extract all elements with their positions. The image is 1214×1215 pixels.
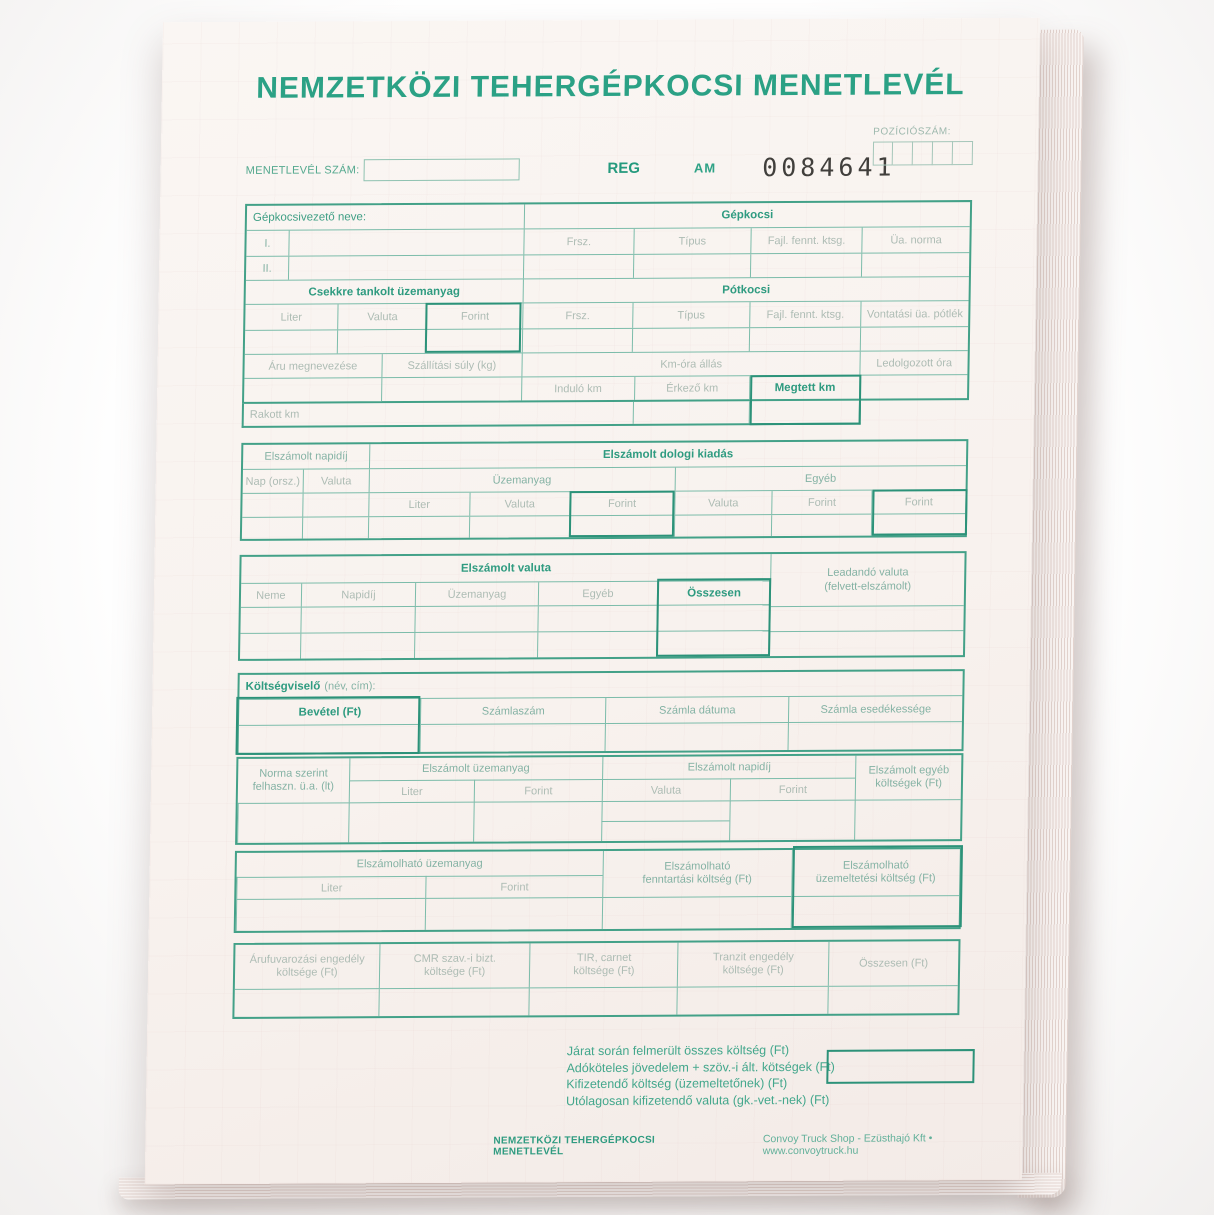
summary-total-box — [826, 1049, 975, 1084]
summary-line-3: Kifizetendő költség (üzemeltetőnek) (Ft) — [566, 1076, 788, 1092]
empty-cell — [860, 327, 968, 351]
empty-cell — [237, 802, 348, 843]
claimable-maintenance-line2: fenntartási költség (Ft) — [642, 873, 752, 886]
empty-cell — [474, 801, 602, 842]
plate-header: Frsz. — [523, 229, 633, 255]
currency-to-return-header — [771, 553, 965, 606]
fuel-header: Üzemanyag — [368, 468, 674, 493]
settled-other-costs-header — [855, 755, 961, 800]
empty-cell — [632, 328, 749, 352]
empty-cell — [871, 514, 965, 535]
odometer-header: Km-óra állás — [521, 352, 860, 377]
other-header: Egyéb — [674, 466, 966, 491]
empty-cell — [242, 518, 302, 539]
forint-header: Forint — [569, 492, 674, 516]
currency-to-return-line2: (felvett-elszámolt) — [824, 580, 912, 593]
empty-cell — [300, 633, 415, 659]
position-digit-cell — [893, 141, 913, 165]
driven-km-header: Megtett km — [749, 376, 859, 400]
empty-cell — [414, 632, 537, 658]
fuel-norm-header: Üa. norma — [862, 227, 970, 253]
empty-cell — [244, 378, 381, 402]
invoice-due-header: Számla esedékessége — [788, 696, 962, 722]
permit-costs-table — [232, 939, 960, 1019]
towing-fuel-surcharge-header: Vontatási üa. pótlék — [860, 301, 968, 327]
position-digit-cell — [953, 141, 973, 165]
other-header: Egyéb — [538, 582, 657, 606]
empty-cell — [633, 254, 750, 278]
empty-cell — [677, 987, 828, 1015]
empty-cell — [788, 722, 962, 750]
loaded-km-row — [242, 401, 861, 428]
empty-cell — [234, 989, 378, 1017]
empty-cell — [855, 799, 961, 840]
empty-cell — [537, 606, 656, 632]
forint-header: Forint — [871, 490, 965, 513]
empty-cell — [523, 255, 633, 279]
empty-cell — [537, 632, 656, 658]
claimable-maintenance-header — [602, 850, 791, 897]
transit-line2: költsége (Ft) — [722, 964, 784, 977]
start-km-header: Induló km — [521, 377, 634, 401]
empty-cell — [302, 493, 368, 516]
settled-currency-header: Elszámolt valuta — [460, 562, 552, 575]
forint-header: Forint — [771, 491, 871, 515]
empty-cell — [656, 631, 770, 657]
norm-fuel-header — [238, 758, 349, 803]
claimable-operating-header — [791, 849, 960, 896]
vehicle-table — [242, 200, 973, 428]
empty-cell — [529, 988, 678, 1016]
row-ii-label: II. — [262, 262, 272, 275]
waybill-sheet — [145, 18, 1040, 1185]
empty-cell — [827, 986, 958, 1014]
empty-cell — [302, 517, 368, 538]
empty-cell — [337, 330, 427, 353]
maintenance-cost-header: Fajl. fennt. ktsg. — [750, 228, 862, 254]
empty-cell — [770, 630, 963, 656]
waybill-number-field — [363, 158, 519, 181]
transit-permit-cost-header — [677, 942, 828, 987]
liter-header: Liter — [368, 493, 470, 517]
page-footer — [145, 1132, 1022, 1161]
form-title: NEMZETKÖZI TEHERGÉPKOCSI MENETLEVÉL — [256, 68, 965, 105]
currency-header: Valuta — [601, 778, 729, 801]
summary-line-2: Adóköteles jövedelem + szöv.-i ált. kötségek (Ft) — [566, 1059, 835, 1075]
claimable-costs-table — [234, 847, 962, 933]
position-digit-cell — [933, 141, 953, 165]
liter-header: Liter — [280, 311, 303, 324]
empty-cell — [236, 898, 426, 931]
position-number-block — [873, 126, 974, 166]
forint-header: Forint — [729, 778, 855, 801]
tir-line1: TIR, carnet — [576, 951, 632, 965]
empty-cell — [381, 377, 522, 401]
waybill-number-row — [245, 152, 895, 184]
empty-cell — [729, 800, 855, 841]
currency-to-return-line1: Leadandó valuta — [827, 566, 909, 579]
empty-cell — [750, 254, 862, 278]
empty-cell — [426, 329, 522, 353]
empty-cell — [425, 897, 602, 930]
empty-cell — [415, 606, 538, 632]
cost-bearer-label: Költségviselő — [245, 680, 321, 693]
day-country-header: Nap (orsz.) — [245, 475, 301, 488]
empty-cell — [288, 255, 523, 279]
claimable-operating-line1: Elszámolható — [842, 859, 910, 872]
empty-cell — [239, 725, 421, 753]
norm-fuel-line1: Norma szerint — [259, 767, 328, 780]
currency-header: Valuta — [337, 304, 427, 329]
cost-bearer-suffix: (név, cím): — [324, 680, 376, 693]
liter-header: Liter — [236, 876, 426, 899]
arrival-km-header: Érkező km — [634, 376, 750, 400]
transit-line1: Tranzit engedély — [712, 951, 794, 964]
cost-bearer-header — [239, 671, 962, 699]
forint-header: Forint — [474, 779, 602, 802]
empty-cell — [604, 723, 788, 751]
vehicle-header: Gépkocsi — [524, 202, 970, 228]
expenses-table — [240, 439, 969, 541]
forint-header: Forint — [427, 303, 523, 329]
kind-header: Neme — [256, 589, 286, 602]
tir-carnet-cost-header — [529, 943, 678, 988]
liter-header: Liter — [348, 780, 474, 803]
trailer-plate-header: Frsz. — [522, 303, 632, 329]
cmr-line1: CMR szav.-i bizt. — [413, 952, 497, 965]
footer-form-name: NEMZETKÖZI TEHERGÉPKOCSI MENETLEVÉL — [493, 1134, 656, 1158]
position-digit-cell — [873, 141, 893, 165]
total-ft-header: Összesen (Ft) — [828, 941, 959, 986]
summary-line-1: Járat során felmerült összes költség (Ft) — [566, 1043, 790, 1059]
claimable-fuel-header: Elszámolható üzemanyag — [356, 857, 483, 871]
position-digit-cell — [913, 141, 933, 165]
currency-header: Valuta — [469, 492, 569, 516]
freight-permit-cost-header — [235, 944, 380, 989]
norm-fuel-line2: felhaszn. ü.a. (lt) — [252, 780, 335, 793]
empty-cell — [240, 634, 300, 659]
trailer-type-header: Típus — [632, 302, 750, 328]
footer-publisher: Convoy Truck Shop - Ezüsthajó Kft • www.convoytruck.hu — [762, 1132, 933, 1158]
serial-number: 0084641 — [761, 152, 896, 183]
driver-name-label: Gépkocsivezető neve: — [252, 211, 367, 224]
settled-fuel-header: Elszámolt üzemanyag — [349, 757, 602, 780]
settled-fuel-table — [235, 753, 963, 845]
empty-cell — [633, 401, 749, 424]
empty-cell — [749, 328, 861, 352]
tir-line2: költsége (Ft) — [573, 964, 635, 978]
empty-cell — [859, 375, 967, 399]
per-diem-header: Napidíj — [301, 583, 416, 607]
claimable-operating-line2: üzemeltetési költség (Ft) — [815, 872, 936, 885]
income-header: Bevétel (Ft) — [298, 705, 362, 719]
am-series-label: AM — [693, 160, 717, 176]
settled-currency-table — [238, 551, 967, 661]
currency-header: Valuta — [674, 491, 772, 515]
empty-cell — [861, 253, 969, 277]
cost-bearer-table — [236, 669, 964, 755]
form-header-strip — [245, 126, 973, 192]
settled-material-expense-header: Elszámolt dologi kiadás — [369, 441, 967, 468]
empty-cell — [522, 329, 632, 353]
empty-cell — [656, 605, 770, 631]
empty-cell — [602, 896, 791, 929]
empty-cell — [748, 401, 858, 424]
fuel-header: Üzemanyag — [415, 582, 538, 606]
settled-other-line2: költségek (Ft) — [875, 777, 943, 790]
empty-cell — [771, 605, 964, 631]
empty-cell — [420, 724, 605, 752]
settled-per-diem-header: Elszámolt napidíj — [602, 756, 856, 779]
cmr-insurance-cost-header — [379, 943, 530, 988]
waybill-number-label: MENETLEVÉL SZÁM: — [245, 163, 360, 177]
empty-cell — [469, 516, 569, 538]
empty-cell — [771, 515, 871, 537]
worked-hours-header: Ledolgozott óra — [860, 351, 968, 375]
empty-cell — [790, 895, 959, 928]
cargo-name-header: Áru megnevezése — [268, 359, 358, 373]
cheque-fuel-header: Csekkre tankolt üzemanyag — [308, 285, 461, 299]
claimable-maintenance-line1: Elszámolható — [664, 860, 731, 873]
empty-cell — [242, 494, 302, 517]
cmr-line2: költsége (Ft) — [423, 965, 486, 978]
loaded-km-label: Rakott km — [249, 408, 300, 421]
form-pad — [145, 18, 1040, 1185]
invoice-date-header: Számla dátuma — [605, 697, 789, 723]
row-i-label: I. — [264, 237, 271, 250]
empty-cell — [245, 330, 337, 353]
settled-per-diem-header: Elszámolt napidíj — [264, 450, 348, 463]
invoice-number-header: Számlaszám — [420, 698, 605, 724]
empty-cell — [368, 517, 470, 539]
driver-name-field — [288, 229, 523, 255]
settled-other-line1: Elszámolt egyéb — [868, 764, 950, 777]
trailer-header: Pótkocsi — [522, 277, 968, 302]
summary-block — [231, 1035, 959, 1111]
currency-header: Valuta — [303, 469, 369, 492]
position-number-boxes — [873, 141, 973, 166]
trailer-maintenance-header: Fajl. fennt. ktsg. — [749, 302, 861, 328]
type-header: Típus — [633, 228, 751, 254]
freight-permit-line1: Árufuvarozási engedély — [249, 953, 365, 966]
forint-header: Forint — [426, 875, 603, 898]
position-number-label: POZÍCIÓSZÁM: — [873, 126, 951, 138]
reg-label: REG — [607, 159, 641, 177]
empty-cell — [348, 802, 474, 843]
shipping-weight-header: Szállítási súly (kg) — [381, 353, 522, 377]
empty-cell — [240, 608, 300, 633]
freight-permit-line2: költsége (Ft) — [276, 966, 338, 979]
empty-cell — [569, 516, 674, 538]
empty-cell — [378, 988, 529, 1016]
summary-line-4: Utólagosan kifizetendő valuta (gk.-vet.-nek) (Ft) — [565, 1092, 830, 1108]
summary-lines — [566, 1042, 835, 1109]
empty-cell — [300, 607, 415, 633]
total-header: Összesen — [657, 581, 771, 605]
empty-cell — [673, 515, 771, 537]
